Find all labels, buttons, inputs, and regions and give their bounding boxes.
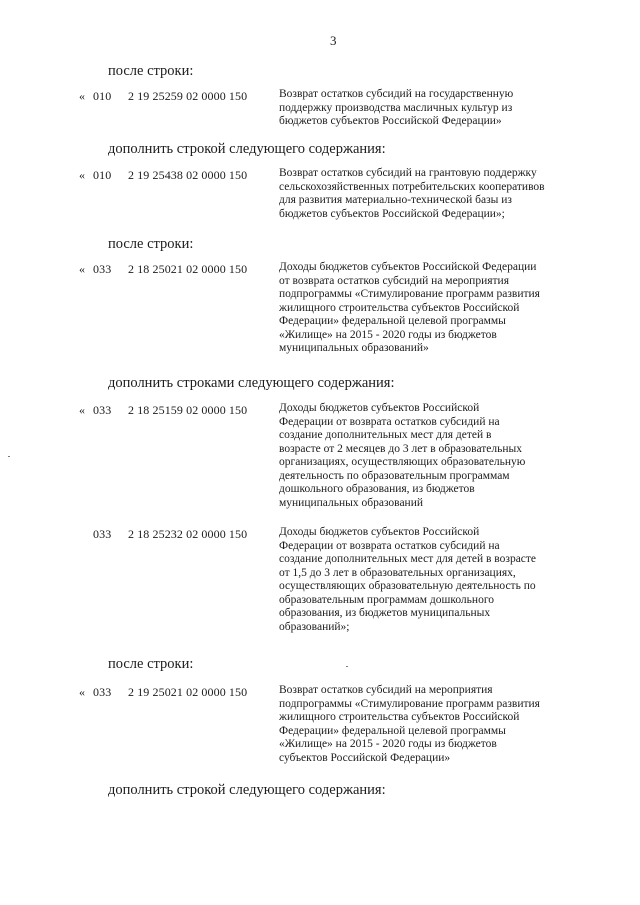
lead-append-line: дополнить строкой следующего содержания: [108, 141, 386, 157]
budget-classification-code: 2 18 25232 02 0000 150 [128, 527, 248, 541]
budget-classification-code: 2 18 25021 02 0000 150 [128, 262, 248, 276]
admin-code: 010 [93, 168, 112, 182]
budget-classification-code: 2 19 25259 02 0000 150 [128, 89, 248, 103]
budget-classification-code: 2 19 25021 02 0000 150 [128, 685, 248, 699]
opening-quote: « [79, 89, 85, 103]
income-description: Возврат остатков субсидий на грантовую поддержку сельскохозяйственных потребительских кооперативов для развития материально-технической базы из бюджетов субъектов Российской Федерации»; [279, 167, 545, 220]
admin-code: 033 [93, 403, 112, 417]
lead-after-line: после строки: [108, 63, 194, 79]
lead-append-lines: дополнить строками следующего содержания: [108, 375, 395, 391]
budget-classification-code: 2 19 25438 02 0000 150 [128, 168, 248, 182]
admin-code: 010 [93, 89, 112, 103]
opening-quote: « [79, 685, 85, 699]
opening-quote: « [79, 168, 85, 182]
scan-speck [346, 666, 348, 667]
income-description: Доходы бюджетов субъектов Российской Федерации от возврата остатков субсидий на создание дополнительных мест для детей в возрасте от 1,5 до 3 лет в образовательных организациях, осуществляющих образовательную деятельность по образовательным программам дошкольного образования, из бюджетов муниципальных образований»; [279, 526, 537, 633]
income-description: Доходы бюджетов субъектов Российской Федерации от возврата остатков субсидий на создание дополнительных мест для детей в возрасте от 2 месяцев до 3 лет в образовательных организациях, осуществляющих образовательную деятельность по образовательным программам дошкольного образования, из бюджетов муниципальных образований [279, 402, 526, 509]
admin-code: 033 [93, 527, 112, 541]
lead-append-line: дополнить строкой следующего содержания: [108, 782, 386, 798]
scan-speck [8, 456, 10, 457]
income-description: Доходы бюджетов субъектов Российской Федерации от возврата остатков субсидий на мероприятия подпрограммы «Стимулирование программ развития жилищного строительства субъектов Российской Федерации» федеральной целевой программы «Жилище» на 2015 - 2020 годы из бюджетов муниципальных образований» [279, 261, 540, 354]
lead-after-line: после строки: [108, 656, 194, 672]
budget-classification-code: 2 18 25159 02 0000 150 [128, 403, 248, 417]
income-description: Возврат остатков субсидий на государственную поддержку производства масличных культур из бюджетов субъектов Российской Федерации» [279, 88, 514, 127]
lead-after-line: после строки: [108, 236, 194, 252]
admin-code: 033 [93, 262, 112, 276]
opening-quote: « [79, 262, 85, 276]
opening-quote: « [79, 403, 85, 417]
admin-code: 033 [93, 685, 112, 699]
page-number: 3 [330, 33, 337, 48]
income-description: Возврат остатков субсидий на мероприятия подпрограммы «Стимулирование программ развития жилищного строительства субъектов Российской Федерации» федеральной целевой программы «Жилище» на 2015 - 2020 годы из бюджетов субъектов Российской Федерации» [279, 684, 540, 764]
